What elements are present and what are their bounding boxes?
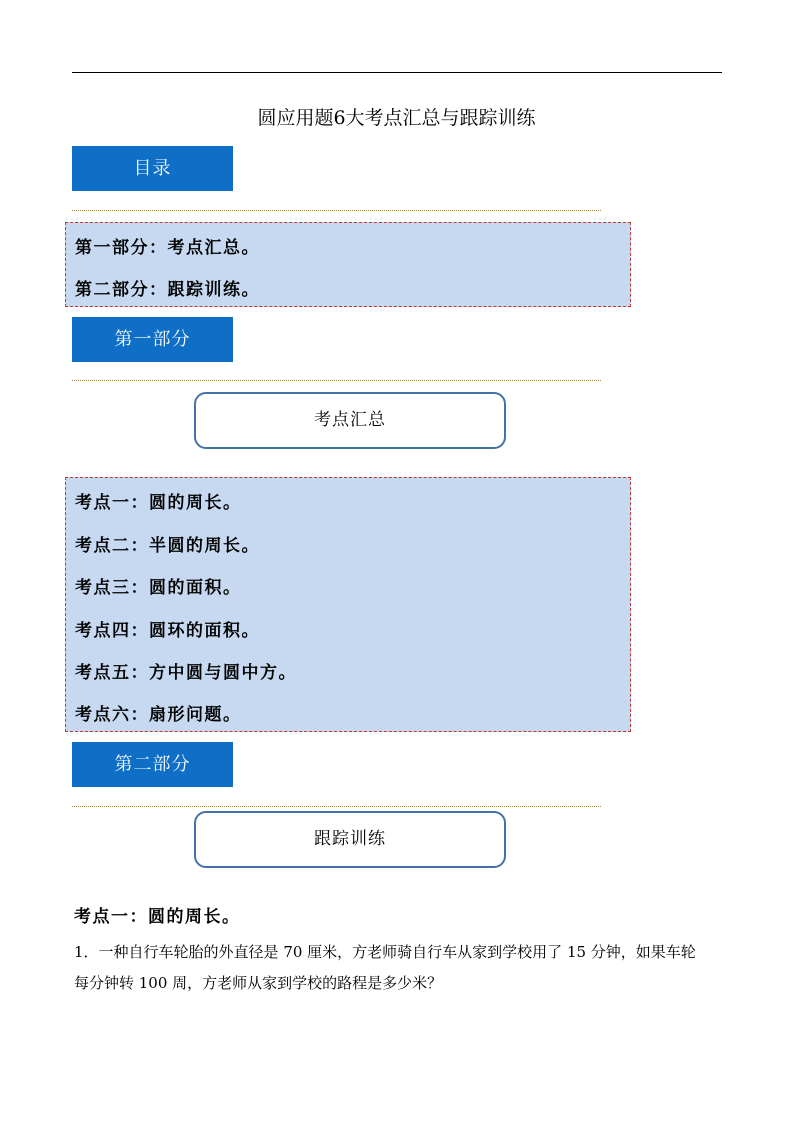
knowledge-point-6: 考点六：扇形问题。: [75, 705, 242, 725]
toc-banner: 目录: [72, 146, 233, 191]
part1-divider: [72, 380, 601, 381]
document-title: 圆应用题6大考点汇总与跟踪训练: [257, 107, 536, 129]
toc-item-part1: 第一部分：考点汇总。: [75, 238, 260, 258]
toc-item-part2: 第二部分：跟踪训练。: [75, 280, 260, 300]
knowledge-point-4: 考点四：圆环的面积。: [75, 621, 260, 641]
section-heading: 考点一：圆的周长。: [74, 907, 241, 927]
header-rule: [72, 72, 722, 73]
knowledge-point-2: 考点二：半圆的周长。: [75, 536, 260, 556]
knowledge-point-3: 考点三：圆的面积。: [75, 578, 242, 598]
part1-box-title: 考点汇总: [194, 392, 506, 449]
toc-box: [65, 222, 631, 307]
toc-divider: [72, 210, 601, 211]
part2-banner: 第二部分: [72, 742, 233, 787]
knowledge-point-1: 考点一：圆的周长。: [75, 493, 242, 513]
part1-banner: 第一部分: [72, 317, 233, 362]
question-1-line-2: 每分钟转 100 周，方老师从家到学校的路程是多少米？: [74, 974, 443, 992]
part2-box-title: 跟踪训练: [194, 811, 506, 868]
knowledge-point-5: 考点五：方中圆与圆中方。: [75, 663, 297, 683]
part2-divider: [72, 806, 601, 807]
question-1-line-1: 1．一种自行车轮胎的外直径是 70 厘米，方老师骑自行车从家到学校用了 15 分钟，如果车轮: [74, 943, 696, 961]
knowledge-points-box: [65, 477, 631, 732]
